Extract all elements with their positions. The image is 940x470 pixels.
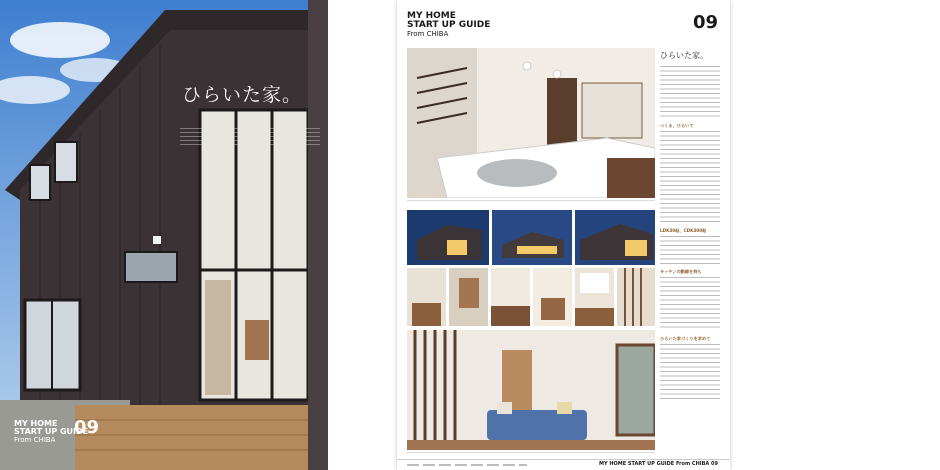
article-body-3 (660, 277, 720, 331)
section-heading-1: つくる、ひらいて (660, 123, 694, 128)
article-page (397, 0, 730, 470)
page-header-line3: From CHIBA (407, 30, 449, 38)
section-heading-3: キッチンの動線を持ち (660, 269, 702, 274)
interior-thumb-1 (407, 268, 446, 326)
interior-thumb-4 (533, 268, 572, 326)
magazine-cover (0, 0, 328, 470)
page-header-line1: MY HOME (407, 11, 456, 21)
exterior-night-photo-3 (575, 210, 655, 265)
exterior-night-photo-1 (407, 210, 489, 265)
cover-photo (0, 0, 328, 470)
cover-brand-line1: MY HOME (14, 419, 58, 428)
kitchen-caption (407, 200, 655, 204)
footer-small-print (407, 463, 527, 466)
section-heading-2: LDK30帖、CDK300帖 (660, 228, 707, 233)
page-header-line2: START UP GUIDE (407, 20, 491, 30)
interior-thumb-6 (617, 268, 655, 326)
section-heading-4: ひらいた家づくりを求めて (660, 336, 711, 341)
interior-thumb-2 (449, 268, 488, 326)
article-title: ひらいた家。 (660, 51, 708, 60)
kitchen-photo (407, 48, 655, 198)
exterior-night-photo-2 (492, 210, 572, 265)
cover-brand-line2: START UP GUIDE (14, 427, 89, 436)
article-text-column (660, 48, 720, 400)
living-caption (407, 452, 655, 456)
cover-blurb (180, 128, 320, 146)
footer-brand: MY HOME START UP GUIDE From CHIBA 09 (598, 461, 718, 467)
article-body-1 (660, 131, 720, 223)
page-issue-number: 09 (692, 12, 718, 33)
page-footer (397, 459, 730, 470)
living-room-photo (407, 330, 655, 450)
cover-brand-line3: From CHIBA (14, 436, 56, 444)
article-body-2 (660, 236, 720, 264)
page-header-logo (407, 12, 490, 38)
cover-title: ひらいた家。 (182, 84, 303, 106)
interior-thumb-3 (491, 268, 530, 326)
article-body-4 (660, 344, 720, 400)
interior-thumb-5 (575, 268, 614, 326)
cover-issue-number: 09 (74, 417, 100, 438)
article-body-intro (660, 66, 720, 118)
